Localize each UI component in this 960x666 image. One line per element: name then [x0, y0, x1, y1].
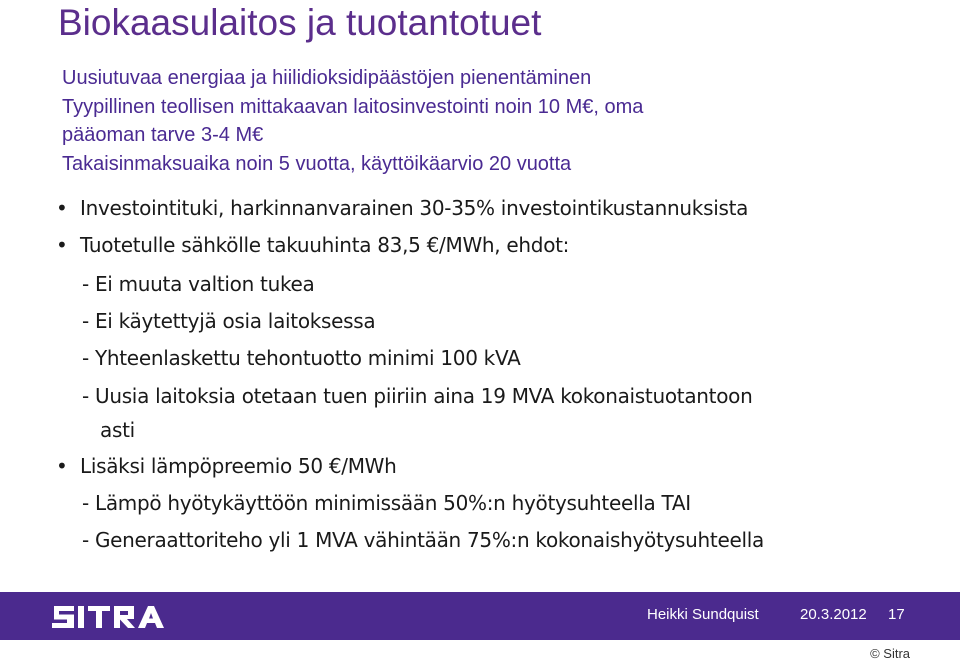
- bullet-dot: •: [56, 454, 68, 478]
- bullet-item: [56, 233, 569, 257]
- copyright: © Sitra: [870, 646, 910, 661]
- footer-page-number: 17: [888, 606, 905, 623]
- intro-line: Uusiutuvaa energiaa ja hiilidioksidipäästöjen pienentäminen: [62, 67, 592, 89]
- sub-item: - Lämpö hyötykäyttöön minimissään 50%:n hyötysuhteella TAI: [82, 491, 691, 515]
- bullet-dot: •: [56, 233, 68, 257]
- bullet-text: Tuotetulle sähkölle takuuhinta 83,5 €/MWh, ehdot:: [80, 233, 570, 257]
- bullet-dot: •: [56, 196, 68, 220]
- slide-title: Biokaasulaitos ja tuotantotuet: [58, 2, 542, 43]
- intro-line: Tyypillinen teollisen mittakaavan laitosinvestointi noin 10 M€, oma: [62, 95, 644, 118]
- footer-date: 20.3.2012: [800, 606, 867, 623]
- intro-text: [62, 64, 643, 178]
- sub-item: - Ei muuta valtion tukea: [82, 272, 315, 296]
- footer-author: Heikki Sundquist: [647, 606, 759, 623]
- bullet-item: [56, 454, 397, 478]
- sub-item: - Ei käytettyjä osia laitoksessa: [82, 309, 376, 333]
- bullet-text: Investointituki, harkinnanvarainen 30-35% investointikustannuksista: [80, 196, 749, 220]
- sub-item-continuation: asti: [100, 418, 135, 442]
- bullet-item: [56, 196, 748, 220]
- sub-item: - Generaattoriteho yli 1 MVA vähintään 75%:n kokonaishyötysuhteella: [82, 528, 764, 552]
- sitra-logo: [52, 606, 168, 628]
- intro-line: pääoman tarve 3-4 M€: [62, 124, 264, 146]
- footer-bar: [0, 592, 960, 640]
- sub-item: - Uusia laitoksia otetaan tuen piiriin aina 19 MVA kokonaistuotantoon: [82, 384, 753, 408]
- bullet-text: Lisäksi lämpöpreemio 50 €/MWh: [80, 454, 397, 478]
- sub-item: - Yhteenlaskettu tehontuotto minimi 100 kVA: [82, 346, 521, 370]
- intro-line: Takaisinmaksuaika noin 5 vuotta, käyttöikäarvio 20 vuotta: [62, 152, 572, 175]
